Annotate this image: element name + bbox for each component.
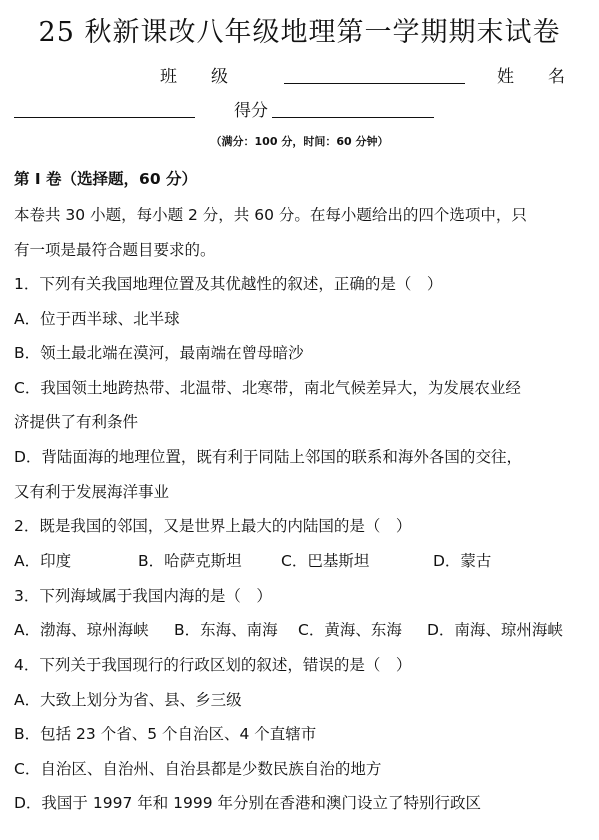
- q3-options: [14, 618, 599, 640]
- score-time-note: （满分：100 分，时间：60 分钟）: [210, 135, 389, 148]
- q3-stem: 3．下列海域属于我国内海的是（ ）: [14, 587, 272, 605]
- q4-option-d: D．我国于 1997 年和 1999 年分别在香港和澳门设立了特别行政区: [14, 794, 482, 812]
- name-blank-line: [14, 117, 195, 118]
- q3-option-a: A．渤海、琼州海峡: [14, 621, 149, 639]
- q1-option-a: A．位于西半球、北半球: [14, 310, 180, 328]
- q1-stem: 1．下列有关我国地理位置及其优越性的叙述，正确的是（ ）: [14, 275, 443, 293]
- q2-option-a: A．印度: [14, 552, 72, 570]
- section-heading: 第 I 卷（选择题，60 分）: [14, 170, 198, 188]
- q4-option-b: B．包括 23 个省、5 个自治区、4 个直辖市: [14, 725, 317, 743]
- q1-option-d-line-2: 又有利于发展海洋事业: [14, 483, 170, 501]
- instruction-line-1: 本卷共 30 小题，每小题 2 分，共 60 分。在每小题给出的四个选项中，只: [14, 206, 527, 224]
- q4-option-c: C．自治区、自治州、自治县都是少数民族自治的地方: [14, 760, 382, 778]
- instruction-line-2: 有一项是最符合题目要求的。: [14, 241, 216, 259]
- q2-stem: 2．既是我国的邻国，又是世界上最大的内陆国的是（ ）: [14, 517, 412, 535]
- q4-option-a: A．大致上划分为省、县、乡三级: [14, 691, 242, 709]
- q3-option-b: B．东海、南海: [174, 621, 278, 639]
- q1-option-c-line-2: 济提供了有利条件: [14, 413, 139, 431]
- q2-option-c: C．巴基斯坦: [281, 552, 370, 570]
- score-label: 得分: [234, 101, 268, 121]
- class-blank-line: [284, 83, 465, 84]
- q4-stem: 4．下列关于我国现行的行政区划的叙述，错误的是（ ）: [14, 656, 412, 674]
- q1-option-c-line-1: C．我国领土地跨热带、北温带、北寒带，南北气候差异大，为发展农业经: [14, 379, 521, 397]
- q1-option-b: B．领土最北端在漠河，最南端在曾母暗沙: [14, 344, 304, 362]
- q3-option-d: D．南海、琼州海峡: [427, 621, 563, 639]
- class-label: 班 级: [160, 67, 228, 87]
- q3-option-c: C．黄海、东海: [298, 621, 402, 639]
- q2-options: [14, 549, 599, 571]
- exam-title: 25 秋新课改八年级地理第一学期期末试卷: [38, 17, 561, 48]
- q1-option-d-line-1: D．背陆面海的地理位置，既有利于同陆上邻国的联系和海外各国的交往，: [14, 448, 522, 466]
- score-blank-line: [272, 117, 434, 118]
- q2-option-b: B．哈萨克斯坦: [138, 552, 242, 570]
- q2-option-d: D．蒙古: [433, 552, 492, 570]
- name-label: 姓 名: [497, 67, 565, 87]
